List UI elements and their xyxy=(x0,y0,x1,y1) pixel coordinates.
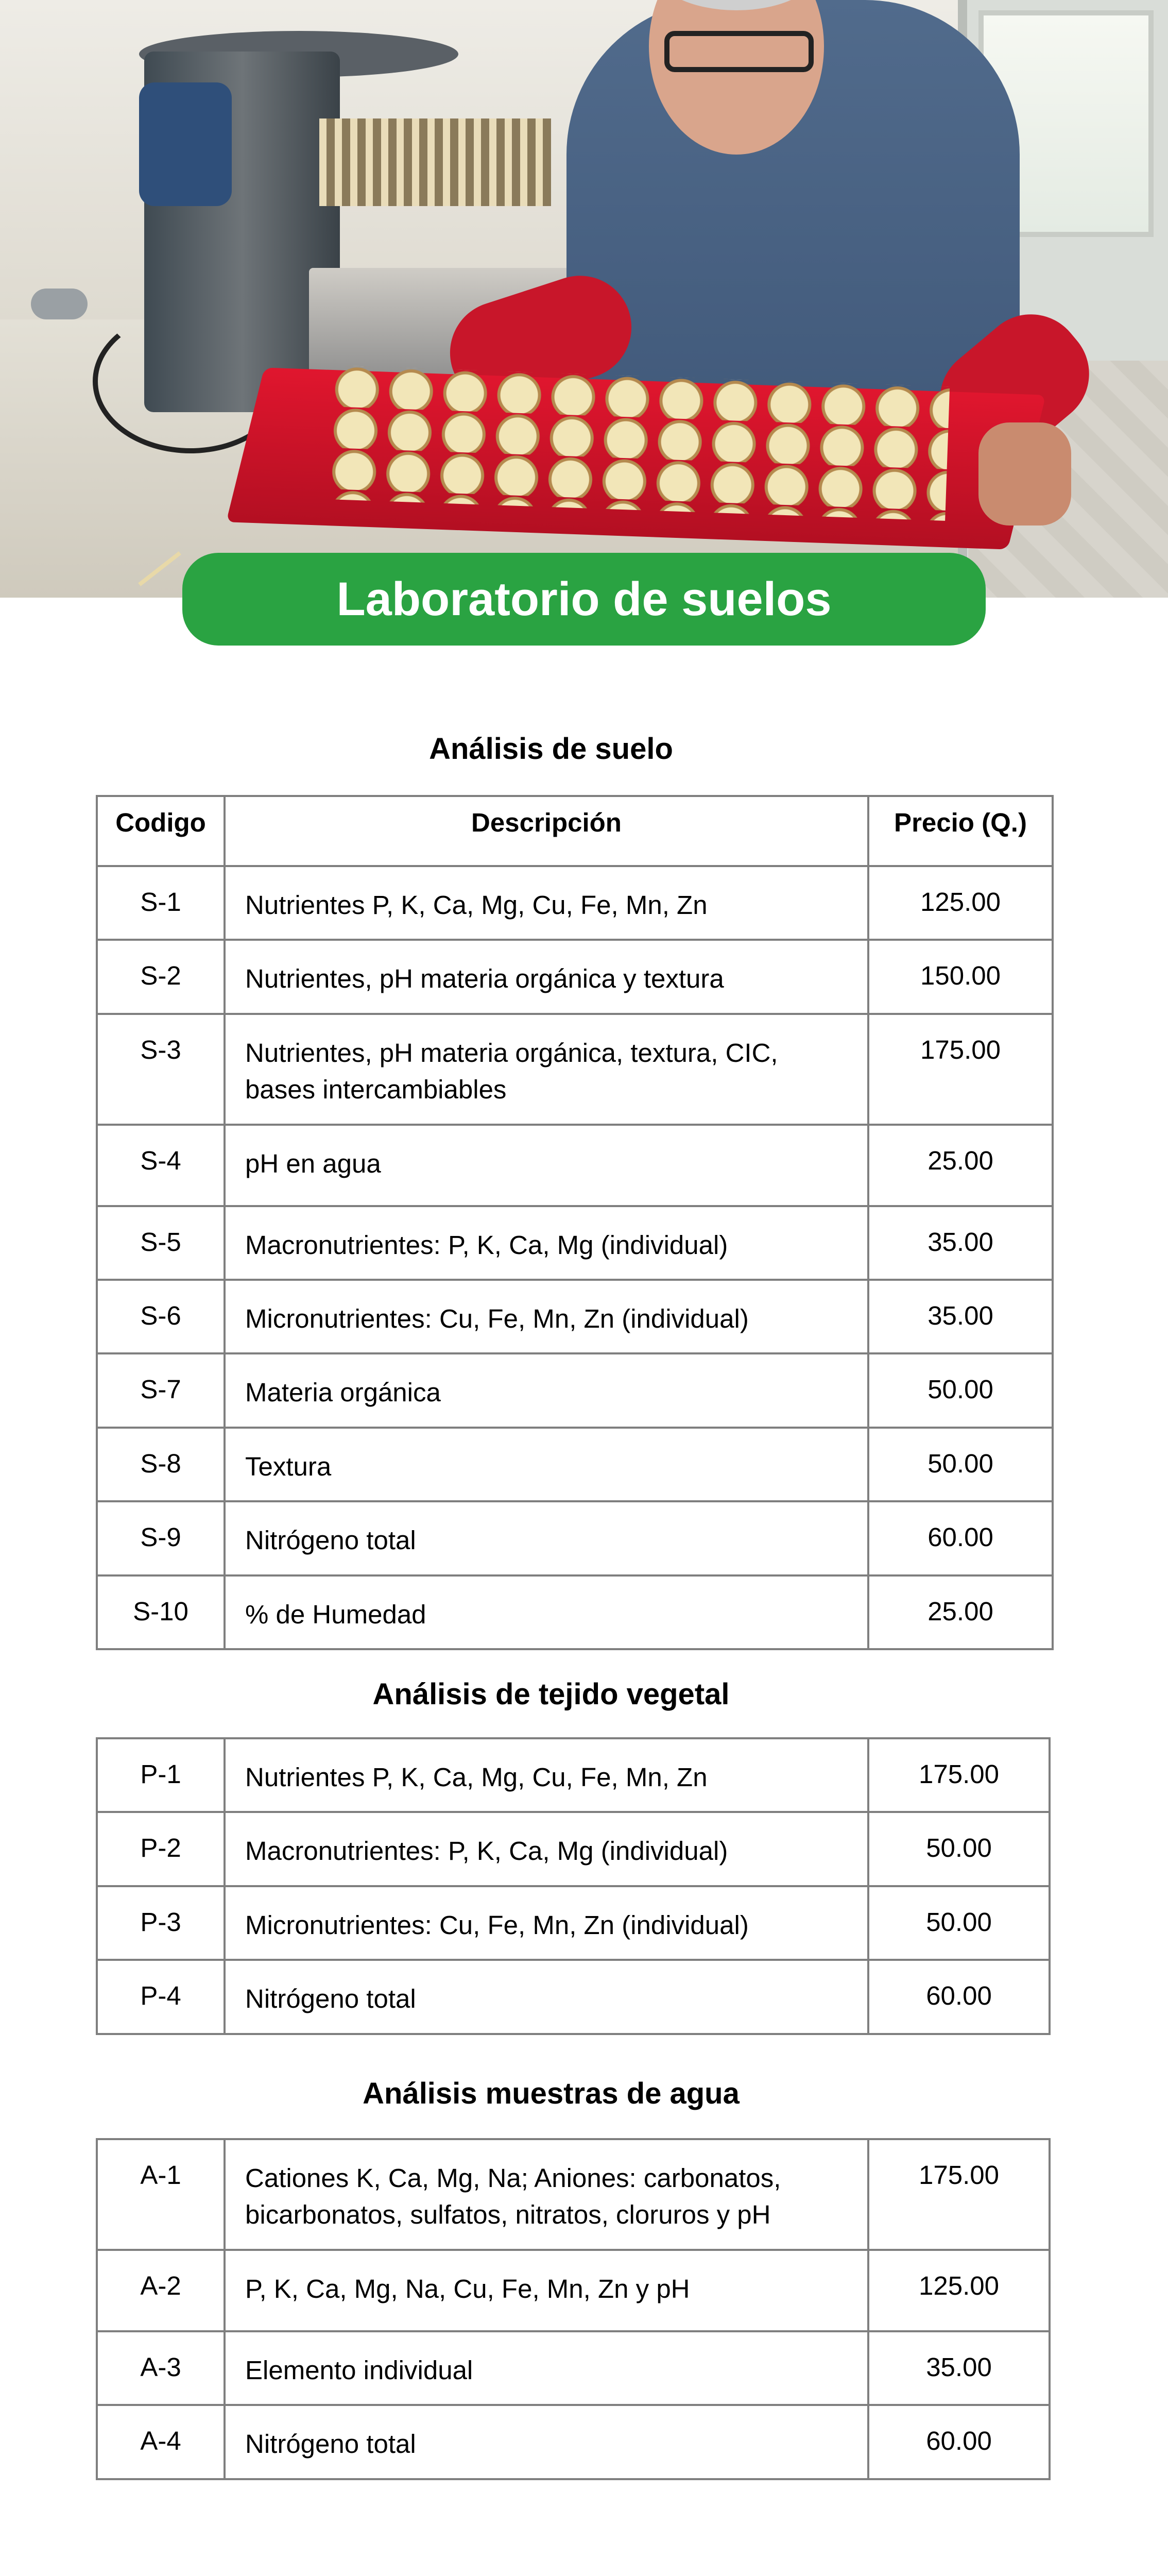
plant-section-title: Análisis de tejido vegetal xyxy=(372,1677,730,1711)
row-description: Nitrógeno total xyxy=(225,2405,868,2479)
row-price: 50.00 xyxy=(868,1353,1053,1427)
row-code: P-3 xyxy=(97,1886,225,1960)
row-description: Nutrientes, pH materia orgánica y textura xyxy=(225,940,868,1013)
row-description: Nutrientes P, K, Ca, Mg, Cu, Fe, Mn, Zn xyxy=(225,866,868,940)
row-description: Nitrógeno total xyxy=(225,1960,868,2033)
row-code: S-3 xyxy=(97,1014,225,1125)
machine-motor xyxy=(139,82,232,206)
machine-rods xyxy=(319,118,551,206)
table-row xyxy=(97,1206,1053,1280)
page-title-banner xyxy=(182,553,986,646)
row-description: Macronutrientes: P, K, Ca, Mg (individual) xyxy=(225,1812,868,1886)
sample-cups xyxy=(328,365,950,521)
table-row xyxy=(97,1738,1050,1812)
row-code: S-4 xyxy=(97,1125,225,1206)
table-row xyxy=(97,940,1053,1013)
row-code: S-1 xyxy=(97,866,225,940)
row-description: % de Humedad xyxy=(225,1575,868,1649)
row-price: 125.00 xyxy=(868,866,1053,940)
table-row xyxy=(97,2250,1050,2331)
row-code: S-6 xyxy=(97,1280,225,1353)
table-row xyxy=(97,1575,1053,1649)
soil-price-table xyxy=(96,795,1054,1650)
row-price: 35.00 xyxy=(868,2331,1050,2405)
row-code: S-9 xyxy=(97,1501,225,1575)
row-description: Nitrógeno total xyxy=(225,1501,868,1575)
row-price: 50.00 xyxy=(868,1428,1053,1501)
row-code: S-7 xyxy=(97,1353,225,1427)
row-description: Micronutrientes: Cu, Fe, Mn, Zn (individual) xyxy=(225,1886,868,1960)
table-row xyxy=(97,2331,1050,2405)
row-price: 60.00 xyxy=(868,1960,1050,2033)
row-code: S-8 xyxy=(97,1428,225,1501)
technician-hand xyxy=(978,422,1071,526)
header-price: Precio (Q.) xyxy=(868,796,1053,866)
hero-photo xyxy=(0,0,1168,598)
header-description: Descripción xyxy=(225,796,868,866)
row-code: A-4 xyxy=(97,2405,225,2479)
row-description: Nutrientes, pH materia orgánica, textura, CIC, bases intercambiables xyxy=(225,1014,868,1125)
row-code: A-1 xyxy=(97,2139,225,2250)
row-price: 175.00 xyxy=(868,1014,1053,1125)
row-price: 60.00 xyxy=(868,1501,1053,1575)
row-code: S-5 xyxy=(97,1206,225,1280)
row-code: P-4 xyxy=(97,1960,225,2033)
water-price-table xyxy=(96,2138,1051,2480)
table-row xyxy=(97,1014,1053,1125)
table-header-row xyxy=(97,796,1053,866)
table-row xyxy=(97,1428,1053,1501)
row-description: P, K, Ca, Mg, Na, Cu, Fe, Mn, Zn y pH xyxy=(225,2250,868,2331)
table-row xyxy=(97,866,1053,940)
row-description: Macronutrientes: P, K, Ca, Mg (individual) xyxy=(225,1206,868,1280)
header-code: Codigo xyxy=(97,796,225,866)
water-section-title: Análisis muestras de agua xyxy=(363,2077,740,2110)
row-description: Elemento individual xyxy=(225,2331,868,2405)
table-row xyxy=(97,2405,1050,2479)
row-code: P-2 xyxy=(97,1812,225,1886)
faucet xyxy=(31,289,88,319)
table-row xyxy=(97,1960,1050,2033)
row-price: 175.00 xyxy=(868,2139,1050,2250)
row-description: Nutrientes P, K, Ca, Mg, Cu, Fe, Mn, Zn xyxy=(225,1738,868,1812)
table-row xyxy=(97,1280,1053,1353)
row-price: 125.00 xyxy=(868,2250,1050,2331)
row-description: pH en agua xyxy=(225,1125,868,1206)
row-price: 175.00 xyxy=(868,1738,1050,1812)
table-row xyxy=(97,1886,1050,1960)
row-description: Micronutrientes: Cu, Fe, Mn, Zn (individual) xyxy=(225,1280,868,1353)
row-price: 150.00 xyxy=(868,940,1053,1013)
soil-section-title: Análisis de suelo xyxy=(429,732,673,766)
row-code: S-2 xyxy=(97,940,225,1013)
table-row xyxy=(97,1812,1050,1886)
row-code: S-10 xyxy=(97,1575,225,1649)
table-row xyxy=(97,1353,1053,1427)
row-description: Materia orgánica xyxy=(225,1353,868,1427)
technician-glasses xyxy=(664,31,814,72)
row-price: 25.00 xyxy=(868,1125,1053,1206)
row-price: 35.00 xyxy=(868,1206,1053,1280)
plant-price-table xyxy=(96,1737,1051,2035)
row-description: Cationes K, Ca, Mg, Na; Aniones: carbonatos, bicarbonatos, sulfatos, nitratos, cloruros y pH xyxy=(225,2139,868,2250)
row-description: Textura xyxy=(225,1428,868,1501)
table-row xyxy=(97,1501,1053,1575)
row-price: 50.00 xyxy=(868,1812,1050,1886)
row-code: P-1 xyxy=(97,1738,225,1812)
row-price: 50.00 xyxy=(868,1886,1050,1960)
table-row xyxy=(97,2139,1050,2250)
row-price: 25.00 xyxy=(868,1575,1053,1649)
row-price: 60.00 xyxy=(868,2405,1050,2479)
row-price: 35.00 xyxy=(868,1280,1053,1353)
page-title: Laboratorio de suelos xyxy=(336,572,832,625)
table-row xyxy=(97,1125,1053,1206)
row-code: A-3 xyxy=(97,2331,225,2405)
row-code: A-2 xyxy=(97,2250,225,2331)
